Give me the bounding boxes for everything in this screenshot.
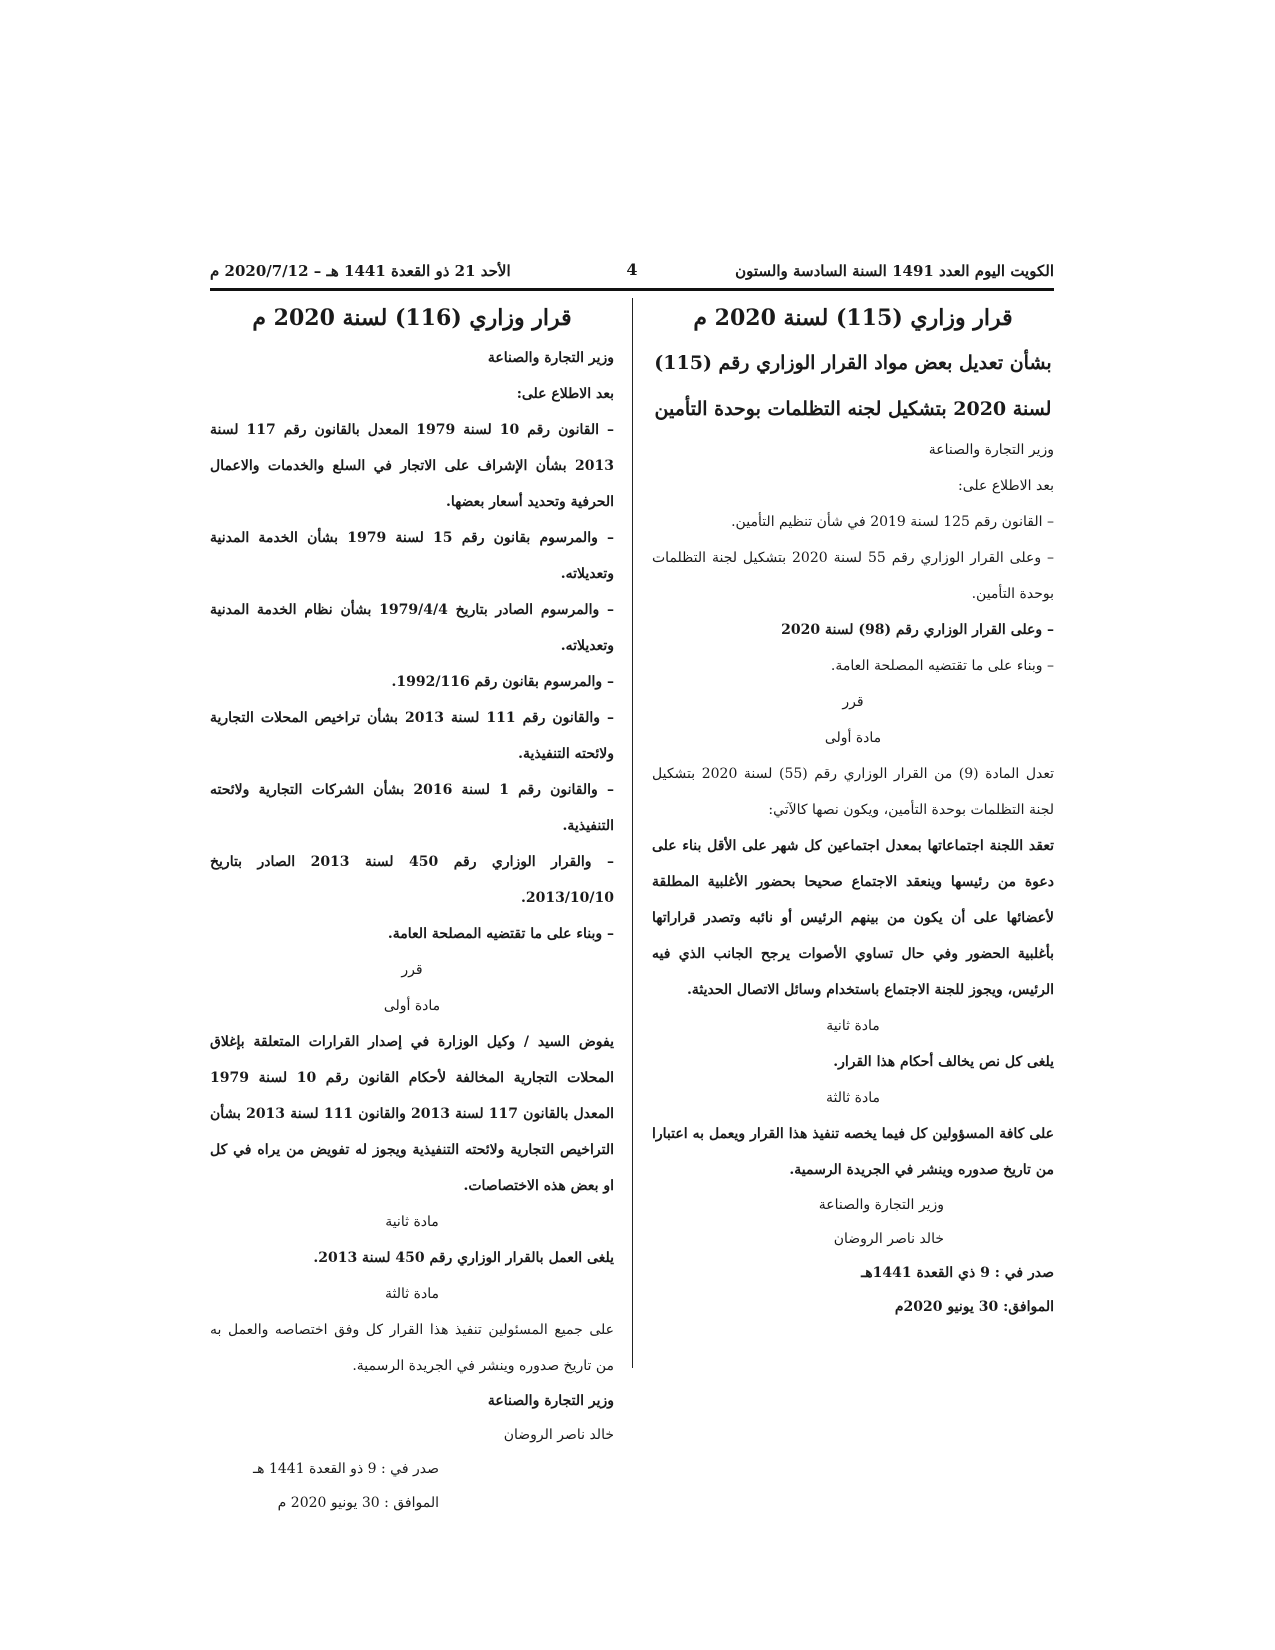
header-issue: الكويت اليوم العدد 1491 السنة السادسة والستون — [735, 262, 1054, 280]
decree-116-signature-minister: وزير التجارة والصناعة — [487, 1393, 614, 1409]
decree-115-corresponding-date: الموافق: 30 يونيو 2020م — [894, 1299, 1054, 1315]
decree-116-ref: – والقانون رقم 111 لسنة 2013 بشأن تراخيص المحلات التجارية ولائحته التنفيذية. — [210, 710, 614, 762]
decree-116-ref: – والمرسوم بقانون رقم 15 لسنة 1979 بشأن الخدمة المدنية وتعديلاته. — [210, 530, 615, 582]
decree-115-article-3-title: مادة ثالثة — [826, 1090, 880, 1106]
decree-116-issued-date: صدر في : 9 ذو القعدة 1441 هـ — [253, 1461, 439, 1477]
decree-115-signature-minister: وزير التجارة والصناعة — [818, 1197, 944, 1213]
decree-115-title: قرار وزاري (115) لسنة 2020 م — [693, 305, 1013, 331]
decree-116-ref: – والقانون رقم 1 لسنة 2016 بشأن الشركات التجارية ولائحته التنفيذية. — [210, 782, 614, 834]
decree-115-column — [652, 296, 1054, 1324]
decree-116-ref: – والمرسوم بقانون رقم 1992/116. — [391, 674, 614, 690]
decree-115-minister: وزير التجارة والصناعة — [928, 442, 1054, 458]
decree-116-ref: – وبناء على ما تقتضيه المصلحة العامة. — [387, 926, 614, 942]
decree-116-minister: وزير التجارة والصناعة — [487, 350, 614, 366]
decree-115-ref: – وعلى القرار الوزاري رقم 55 لسنة 2020 بتشكيل لجنة التظلمات بوحدة التأمين. — [652, 550, 1055, 602]
decree-115-article-1-body: تعقد اللجنة اجتماعاتها بمعدل اجتماعين كل شهر على الأقل بناء على دعوة من رئيسها وينعقد الاجتماع صحيحا بحضور الأغلبية المطلقة لأعضائها على أن يكون من بينهم الرئيس أو نائبه وتصدر قراراتها بأغلبية الحضور وفي حال تساوي الأصوات يرجح الجانب الذي فيه الرئيس، ويجوز للجنة الاجتماع باستخدام وسائل الاتصال الحديثة. — [652, 838, 1054, 998]
decree-115-article-1-text: تعدل المادة (9) من القرار الوزاري رقم (55) لسنة 2020 بتشكيل لجنة التظلمات بوحدة التأمين، ويكون نصها كالآتي: — [652, 766, 1054, 818]
decree-116-ref: – والمرسوم الصادر بتاريخ 1979/4/4 بشأن نظام الخدمة المدنية وتعديلاته. — [210, 602, 615, 654]
decree-115-ref: – وعلى القرار الوزاري رقم (98) لسنة 2020 — [781, 622, 1054, 638]
decree-115-ref: – وبناء على ما تقتضيه المصلحة العامة. — [830, 658, 1054, 674]
decree-116-article-3-text: على جميع المسئولين تنفيذ هذا القرار كل وفق اختصاصه والعمل به من تاريخ صدوره وينشر في الجريدة الرسمية. — [210, 1322, 614, 1374]
page-header — [210, 258, 1054, 286]
decree-115-article-2-title: مادة ثانية — [826, 1018, 880, 1034]
decree-116-ref: – والقرار الوزاري رقم 450 لسنة 2013 الصادر بتاريخ 2013/10/10. — [210, 854, 614, 906]
decree-116-after-review: بعد الاطلاع على: — [516, 386, 614, 402]
decree-116-article-2-title: مادة ثانية — [385, 1214, 439, 1230]
decree-116-article-3-title: مادة ثالثة — [385, 1286, 439, 1302]
page-number: 4 — [626, 260, 638, 279]
decree-116-title: قرار وزاري (116) لسنة 2020 م — [252, 305, 572, 331]
decree-115-article-3-text: على كافة المسؤولين كل فيما يخصه تنفيذ هذا القرار ويعمل به اعتبارا من تاريخ صدوره وينشر في الجريدة الرسمية. — [652, 1126, 1054, 1178]
decree-115-article-1-title: مادة أولى — [824, 730, 882, 746]
decree-115-decided: قرر — [842, 694, 864, 710]
decree-116-column — [210, 296, 614, 1520]
decree-115-subtitle-1: بشأن تعديل بعض مواد القرار الوزاري رقم (115) — [654, 352, 1052, 374]
decree-116-corresponding-date: الموافق : 30 يونيو 2020 م — [277, 1495, 439, 1511]
header-date: الأحد 21 ذو القعدة 1441 هـ – 2020/7/12 م — [210, 262, 511, 280]
decree-115-after-review: بعد الاطلاع على: — [958, 478, 1054, 494]
decree-116-decided: قرر — [401, 962, 423, 978]
decree-116-article-1-title: مادة أولى — [383, 998, 441, 1014]
column-divider — [632, 298, 633, 1368]
decree-115-issued-date: صدر في : 9 ذي القعدة 1441هـ — [861, 1265, 1054, 1281]
decree-116-signature-name: خالد ناصر الروضان — [503, 1427, 614, 1443]
decree-115-signature-name: خالد ناصر الروضان — [833, 1231, 944, 1247]
decree-116-article-2-text: يلغى العمل بالقرار الوزاري رقم 450 لسنة 2013. — [313, 1250, 614, 1266]
decree-116-ref: – القانون رقم 10 لسنة 1979 المعدل بالقانون رقم 117 لسنة 2013 بشأن الإشراف على الاتجار في السلع والخدمات والاعمال الحرفية وتحديد أسعار بعضها. — [210, 422, 615, 510]
decree-115-article-2-text: يلغى كل نص يخالف أحكام هذا القرار. — [833, 1054, 1054, 1070]
decree-115-ref: – القانون رقم 125 لسنة 2019 في شأن تنظيم التأمين. — [731, 514, 1054, 530]
decree-115-subtitle-2: لسنة 2020 بتشكيل لجنه التظلمات بوحدة التأمين — [654, 398, 1052, 420]
decree-116-article-1-text: يفوض السيد / وكيل الوزارة في إصدار القرارات المتعلقة بإغلاق المحلات التجارية المخالفة لأحكام القانون رقم 10 لسنة 1979 المعدل بالقانون 117 لسنة 2013 والقانون 111 لسنة 2013 بشأن التراخيص التجارية ولائحته التنفيذية ويجوز له تفويض من يراه في كل او بعض هذه الاختصاصات. — [210, 1034, 615, 1194]
header-rule — [210, 288, 1054, 291]
